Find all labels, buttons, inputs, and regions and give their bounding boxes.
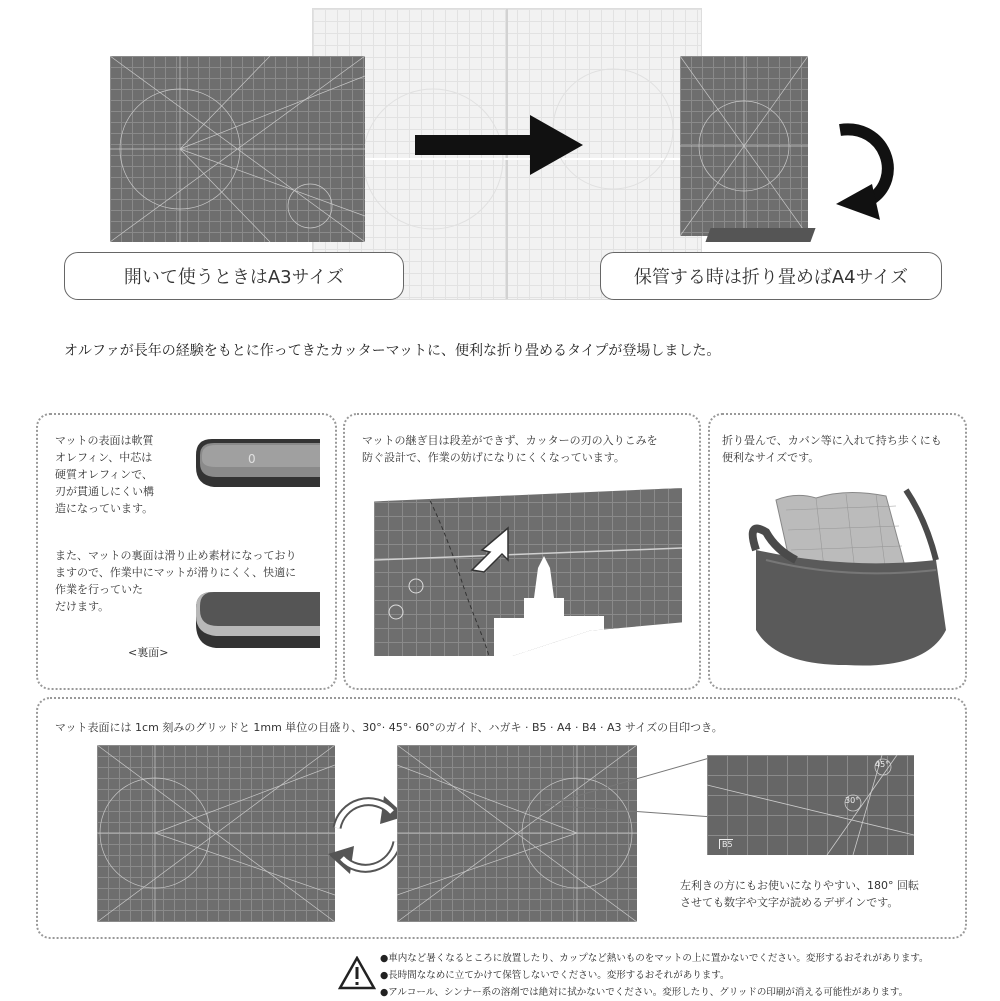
bag-with-mat-illustration bbox=[736, 480, 958, 670]
backside-caption: <裏面> bbox=[128, 646, 169, 659]
mat-cross-section-back bbox=[192, 590, 320, 660]
size-label-b5: B5 bbox=[719, 839, 733, 849]
angle-label-45: 45° bbox=[875, 760, 890, 769]
panel4-text: マット表面には 1cm 刻みのグリッドと 1mm 単位の目盛り、30°· 45°· 60°のガイド、ハガキ · B5 · A4 · B4 · A3 サイズの目印つき。 bbox=[55, 721, 723, 734]
panel2-text: マットの継ぎ目は段差ができず、カッターの刃の入りこみを 防ぐ設計で、作業の妨げになりにくくなっています。 bbox=[362, 434, 658, 464]
pill-fold-a4 bbox=[600, 252, 942, 300]
grid-zoom-detail bbox=[707, 755, 914, 855]
angle-label-30: 30° bbox=[845, 796, 860, 805]
notice-item: ●車内など暑くなるところに放置したり、カップなど熱いものをマットの上に置かないでください。変形するおそれがあります。 bbox=[380, 953, 929, 964]
notice-item: ●アルコール、シンナー系の溶剤では絶対に拭かないでください。変形したり、グリッドの印刷が消える可能性があります。 bbox=[380, 987, 909, 998]
folded-mat-edge bbox=[705, 228, 815, 242]
warning-icon bbox=[338, 956, 376, 990]
notice-item: ●長時間ななめに立てかけて保管しないでください。変形するおそれがあります。 bbox=[380, 970, 730, 981]
right-arrow-icon bbox=[415, 110, 585, 180]
rotate-arrow-icon bbox=[830, 118, 900, 228]
folded-mat-a4 bbox=[680, 56, 808, 236]
mat-cross-section-front bbox=[192, 437, 320, 507]
pill-fold-a4-label: 保管する時は折り畳めばA4サイズ bbox=[633, 267, 909, 288]
intro-text: オルファが長年の経験をもとに作ってきたカッターマットに、便利な折り畳めるタイプが登場しました。 bbox=[64, 343, 721, 359]
open-mat-a3 bbox=[110, 56, 365, 242]
pill-open-a3-label: 開いて使うときはA3サイズ bbox=[123, 267, 345, 288]
svg-text:0: 0 bbox=[248, 452, 256, 466]
grid-mat-normal bbox=[97, 745, 335, 922]
zoom-callout-lines bbox=[545, 755, 715, 825]
panel1-text-structure: マットの表面は軟質 オレフィン、中芯は 硬質オレフィンで、 刃が貫通しにくい構 造になっています。 bbox=[55, 434, 154, 515]
pill-open-a3 bbox=[64, 252, 404, 300]
panel4-caption: 左利きの方にもお使いになりやすい、180° 回転 させても数字や文字が読めるデザインです。 bbox=[680, 879, 919, 909]
panel1-text-backside: また、マットの裏面は滑り止め素材になっており ますので、作業中にマットが滑りにくく、快適に 作業を行っていた だけます。 bbox=[55, 549, 297, 613]
notice-list bbox=[380, 950, 995, 1001]
panel3-text: 折り畳んで、カバン等に入れて持ち歩くにも 便利なサイズです。 bbox=[722, 434, 942, 464]
